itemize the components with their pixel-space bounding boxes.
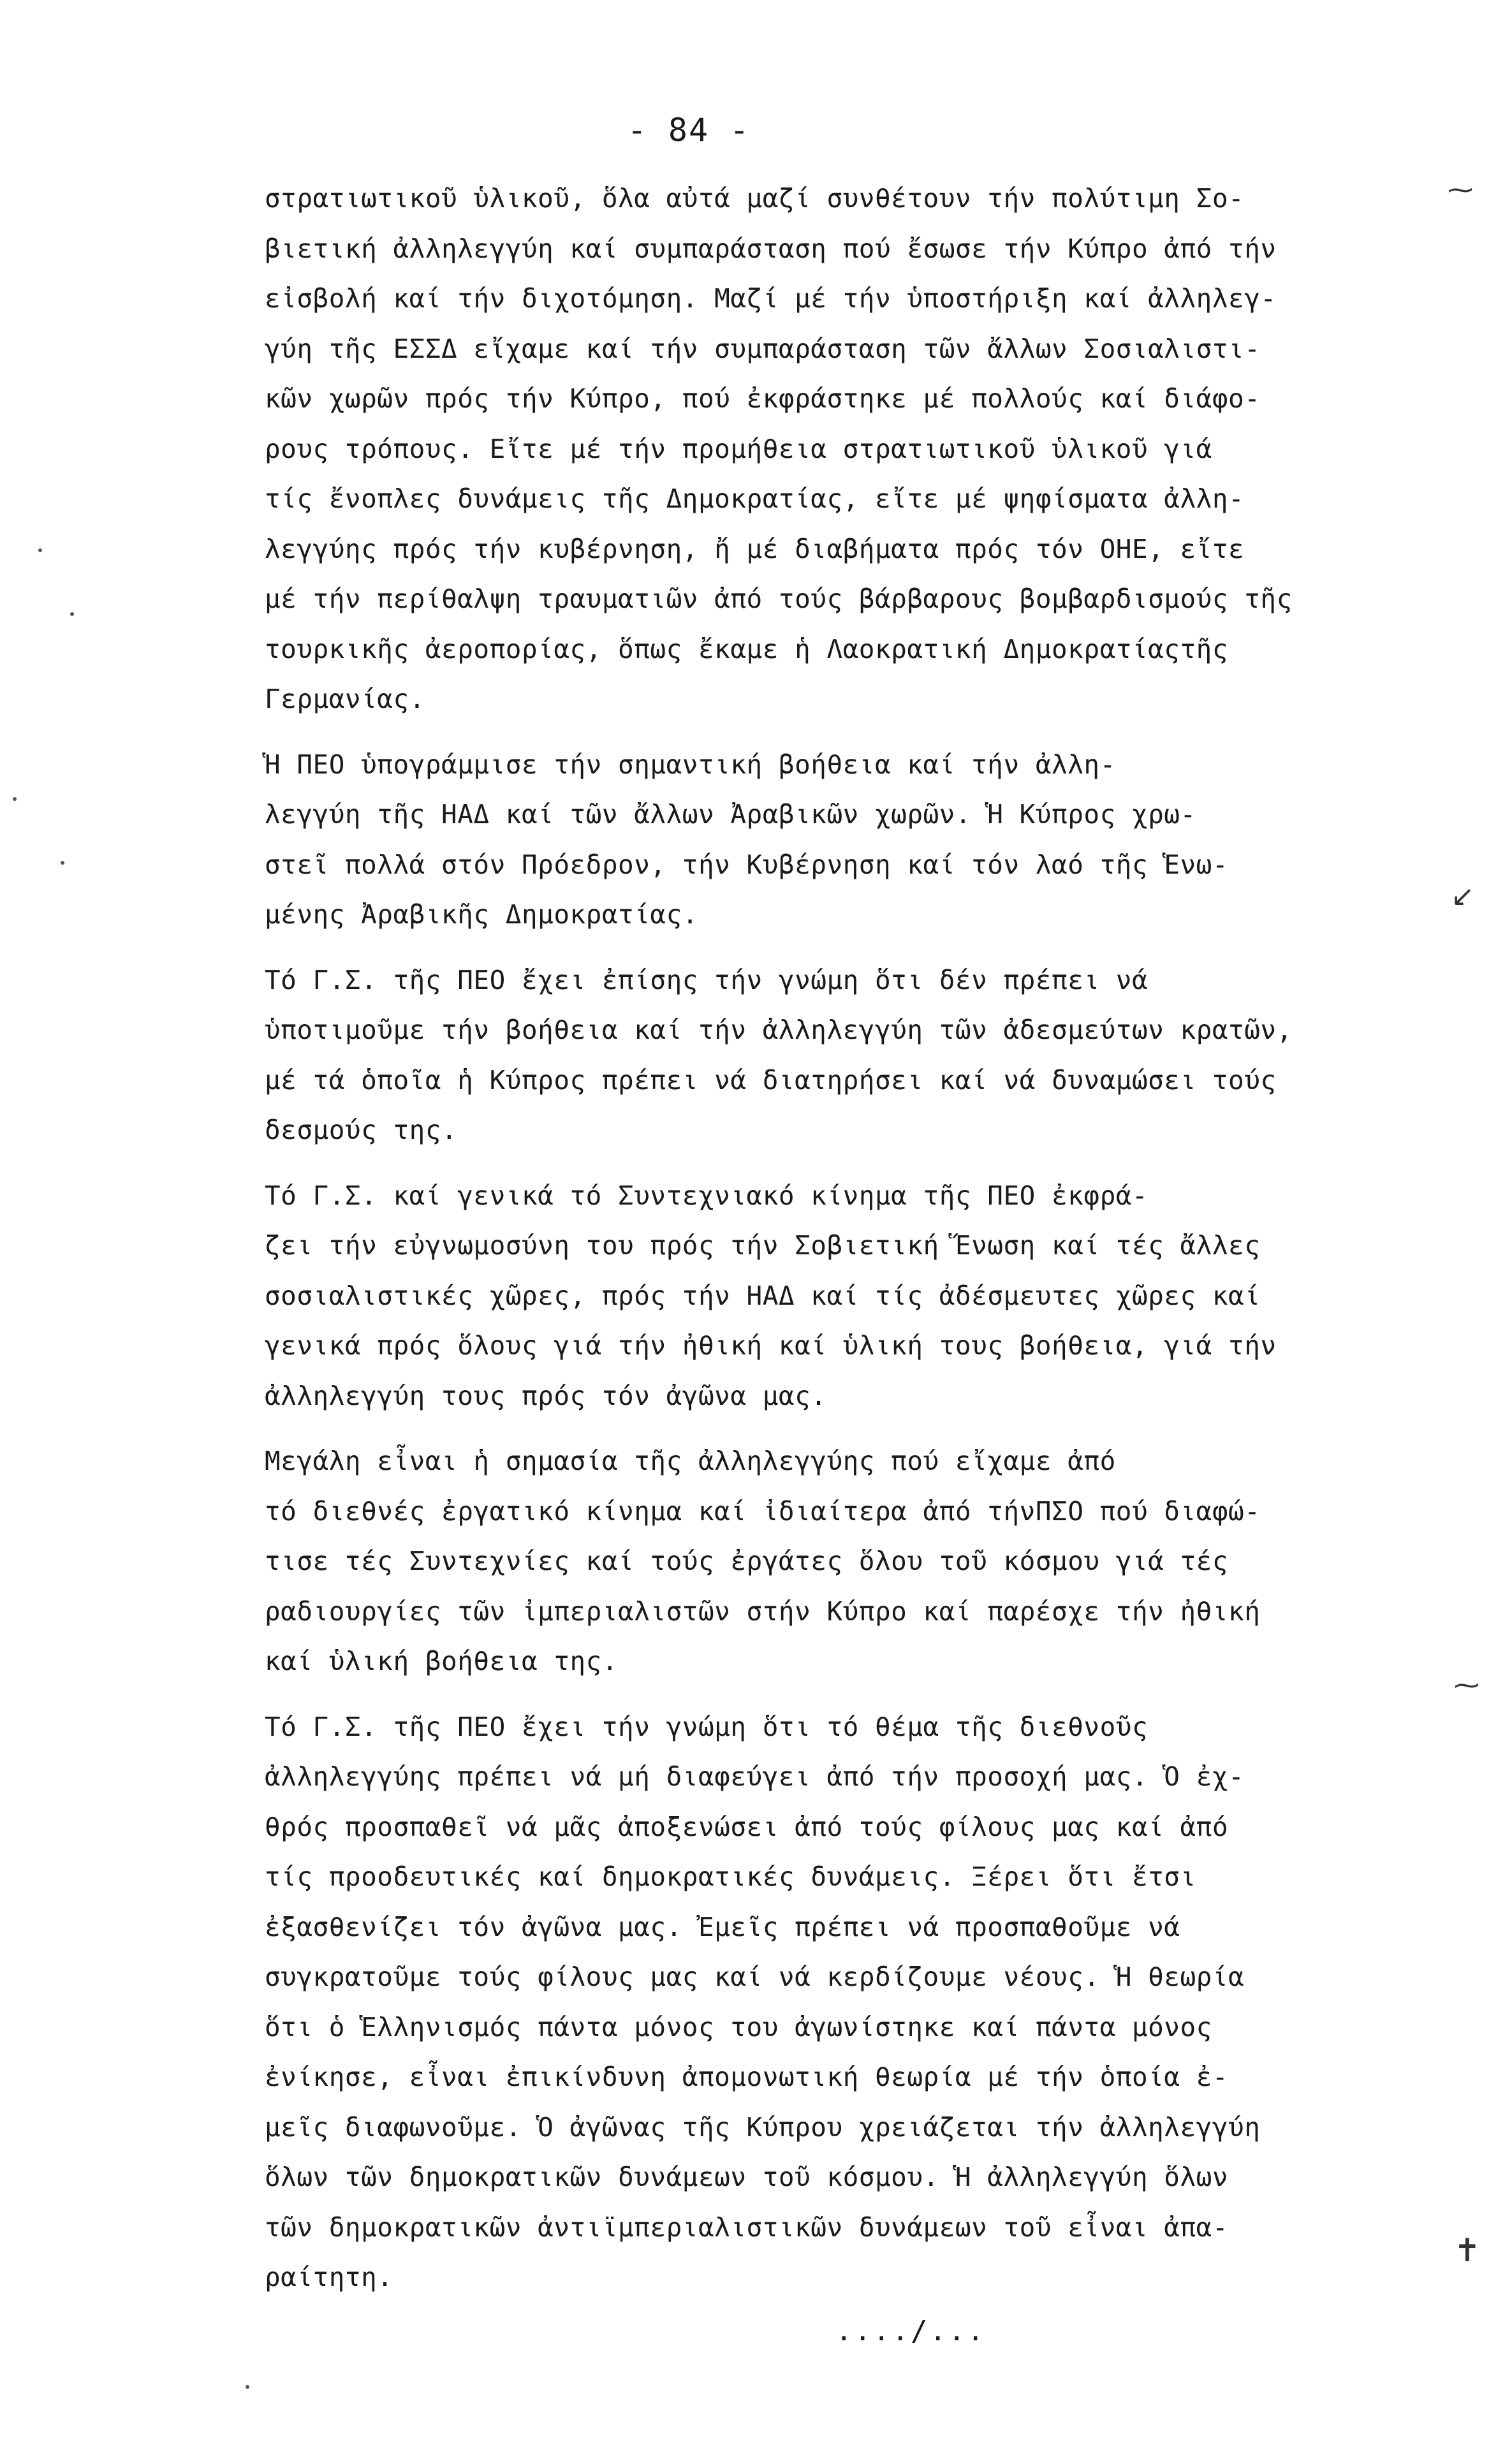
paragraph [265, 1702, 1349, 2303]
text-line: ρους τρόπους. Εἴτε μέ τήν προμήθεια στρατιωτικοῦ ὑλικοῦ γιά [265, 433, 1212, 464]
continuation-mark: ..../... [835, 2315, 986, 2347]
text-line: ραδιουργίες τῶν ἰμπεριαλιστῶν στήν Κύπρο καί παρέσχε τήν ἠθική [265, 1595, 1261, 1627]
text-line: ἐξασθενίζει τόν ἀγῶνα μας. Ἐμεῖς πρέπει νά προσπαθοῦμε νά [265, 1911, 1180, 1942]
paragraph [265, 173, 1349, 724]
scan-speck [61, 861, 64, 865]
body-text [265, 173, 1349, 2303]
text-line: ἀλληλεγγύη τους πρός τόν ἀγῶνα μας. [265, 1380, 827, 1411]
text-line: τίς ἔνοπλες δυνάμεις τῆς Δημοκρατίας, εἴτε μέ ψηφίσματα ἀλλη- [265, 483, 1245, 514]
text-line: μένης Ἀραβικῆς Δημοκρατίας. [265, 899, 698, 930]
text-line: Ἡ ΠΕΟ ὑπογράμμισε τήν σημαντική βοήθεια καί τήν ἀλλη- [265, 749, 1116, 780]
text-line: Τό Γ.Σ. καί γενικά τό Συντεχνιακό κίνημα τῆς ΠΕΟ ἐκφρά- [265, 1180, 1149, 1211]
scan-speck [246, 2385, 249, 2389]
scan-speck [13, 797, 17, 801]
text-line: ζει τήν εὐγνωμοσύνη του πρός τήν Σοβιετική Ἕνωση καί τές ἄλλες [265, 1230, 1261, 1261]
text-line: ραίτητη. [265, 2262, 393, 2292]
text-line: εἰσβολή καί τήν διχοτόμηση. Μαζί μέ τήν ὑποστήριξη καί ἀλληλεγ- [265, 283, 1277, 314]
text-line: Τό Γ.Σ. τῆς ΠΕΟ ἔχει ἐπίσης τήν γνώμη ὅτι δέν πρέπει νά [265, 964, 1149, 995]
text-line: μέ τά ὁποῖα ἡ Κύπρος πρέπει νά διατηρήσει καί νά δυναμώσει τούς [265, 1064, 1277, 1096]
margin-mark: ↙ [1451, 880, 1474, 913]
scan-speck [70, 612, 74, 616]
text-line: τό διεθνές ἐργατικό κίνημα καί ἰδιαίτερα ἀπό τήνΠΣΟ πού διαφώ- [265, 1495, 1261, 1527]
text-line: τίς προοδευτικές καί δημοκρατικές δυνάμεις. Ξέρει ὅτι ἔτσι [265, 1861, 1196, 1892]
text-line: ἐνίκησε, εἶναι ἐπικίνδυνη ἀπομονωτική θεωρία μέ τήν ὁποία ἐ- [265, 2062, 1229, 2092]
text-line: σοσιαλιστικές χῶρες, πρός τήν ΗΑΔ καί τίς ἀδέσμευτες χῶρες καί [265, 1280, 1261, 1311]
text-line: κῶν χωρῶν πρός τήν Κύπρο, πού ἐκφράστηκε μέ πολλούς καί διάφο- [265, 383, 1261, 414]
text-line: γύη τῆς ΕΣΣΔ εἴχαμε καί τήν συμπαράσταση τῶν ἄλλων Σοσιαλιστι- [265, 333, 1261, 364]
text-line: λεγγύη τῆς ΗΑΔ καί τῶν ἄλλων Ἀραβικῶν χωρῶν. Ἡ Κύπρος χρω- [265, 799, 1196, 830]
paragraph [265, 740, 1349, 940]
page-number: - 84 - [627, 112, 751, 149]
scan-speck [38, 548, 42, 552]
text-line: ὅλων τῶν δημοκρατικῶν δυνάμεων τοῦ κόσμου. Ἡ ἀλληλεγγύη ὅλων [265, 2162, 1229, 2192]
text-line: Μεγάλη εἶναι ἡ σημασία τῆς ἀλληλεγγύης πού εἴχαμε ἀπό [265, 1446, 1116, 1476]
text-line: δεσμούς της. [265, 1115, 458, 1145]
paragraph [265, 955, 1349, 1155]
text-line: θρός προσπαθεῖ νά μᾶς ἀποξενώσει ἀπό τούς φίλους μας καί ἀπό [265, 1811, 1229, 1842]
text-line: στεῖ πολλά στόν Πρόεδρον, τήν Κυβέρνηση καί τόν λαό τῆς Ἑνω- [265, 849, 1229, 880]
margin-mark: ⁓ [1454, 1671, 1479, 1700]
text-line: τῶν δημοκρατικῶν ἀντιϊμπεριαλιστικῶν δυνάμεων τοῦ εἶναι ἀπα- [265, 2211, 1229, 2243]
text-line: ὅτι ὁ Ἑλληνισμός πάντα μόνος του ἀγωνίστηκε καί πάντα μόνος [265, 2011, 1212, 2043]
paragraph [265, 1171, 1349, 1421]
text-line: βιετική ἀλληλεγγύη καί συμπαράσταση πού ἔσωσε τήν Κύπρο ἀπό τήν [265, 233, 1277, 264]
margin-mark: ✝ [1454, 2232, 1481, 2269]
text-line: τουρκικῆς ἀεροπορίας, ὅπως ἔκαμε ἡ Λαοκρατική Δημοκρατίαςτῆς [265, 633, 1229, 664]
text-line: μεῖς διαφωνοῦμε. Ὁ ἀγῶνας τῆς Κύπρου χρειάζεται τήν ἀλληλεγγύη [265, 2111, 1261, 2143]
paragraph [265, 1436, 1349, 1687]
text-line: Γερμανίας. [265, 684, 425, 714]
text-line: καί ὑλική βοήθεια της. [265, 1646, 619, 1676]
text-line: γενικά πρός ὅλους γιά τήν ἠθική καί ὑλική τους βοήθεια, γιά τήν [265, 1330, 1277, 1361]
text-line: ἀλληλεγγύης πρέπει νά μή διαφεύγει ἀπό τήν προσοχή μας. Ὁ ἐχ- [265, 1761, 1245, 1792]
text-line: συγκρατοῦμε τούς φίλους μας καί νά κερδίζουμε νέους. Ἡ θεωρία [265, 1962, 1245, 1992]
margin-mark: ⁓ [1448, 175, 1473, 205]
text-line: ὑποτιμοῦμε τήν βοήθεια καί τήν ἀλληλεγγύη τῶν ἀδεσμεύτων κρατῶν, [265, 1015, 1293, 1045]
text-line: τισε τές Συντεχνίες καί τούς ἐργάτες ὅλου τοῦ κόσμου γιά τές [265, 1546, 1229, 1576]
text-line: στρατιωτικοῦ ὑλικοῦ, ὅλα αὐτά μαζί συνθέτουν τήν πολύτιμη Σο- [265, 183, 1245, 214]
text-line: Τό Γ.Σ. τῆς ΠΕΟ ἔχει τήν γνώμη ὅτι τό θέμα τῆς διεθνοῦς [265, 1711, 1149, 1742]
text-line: λεγγύης πρός τήν κυβέρνηση, ἤ μέ διαβήματα πρός τόν ΟΗΕ, εἴτε [265, 533, 1245, 564]
text-line: μέ τήν περίθαλψη τραυματιῶν ἀπό τούς βάρβαρους βομβαρδισμούς τῆς [265, 583, 1293, 614]
